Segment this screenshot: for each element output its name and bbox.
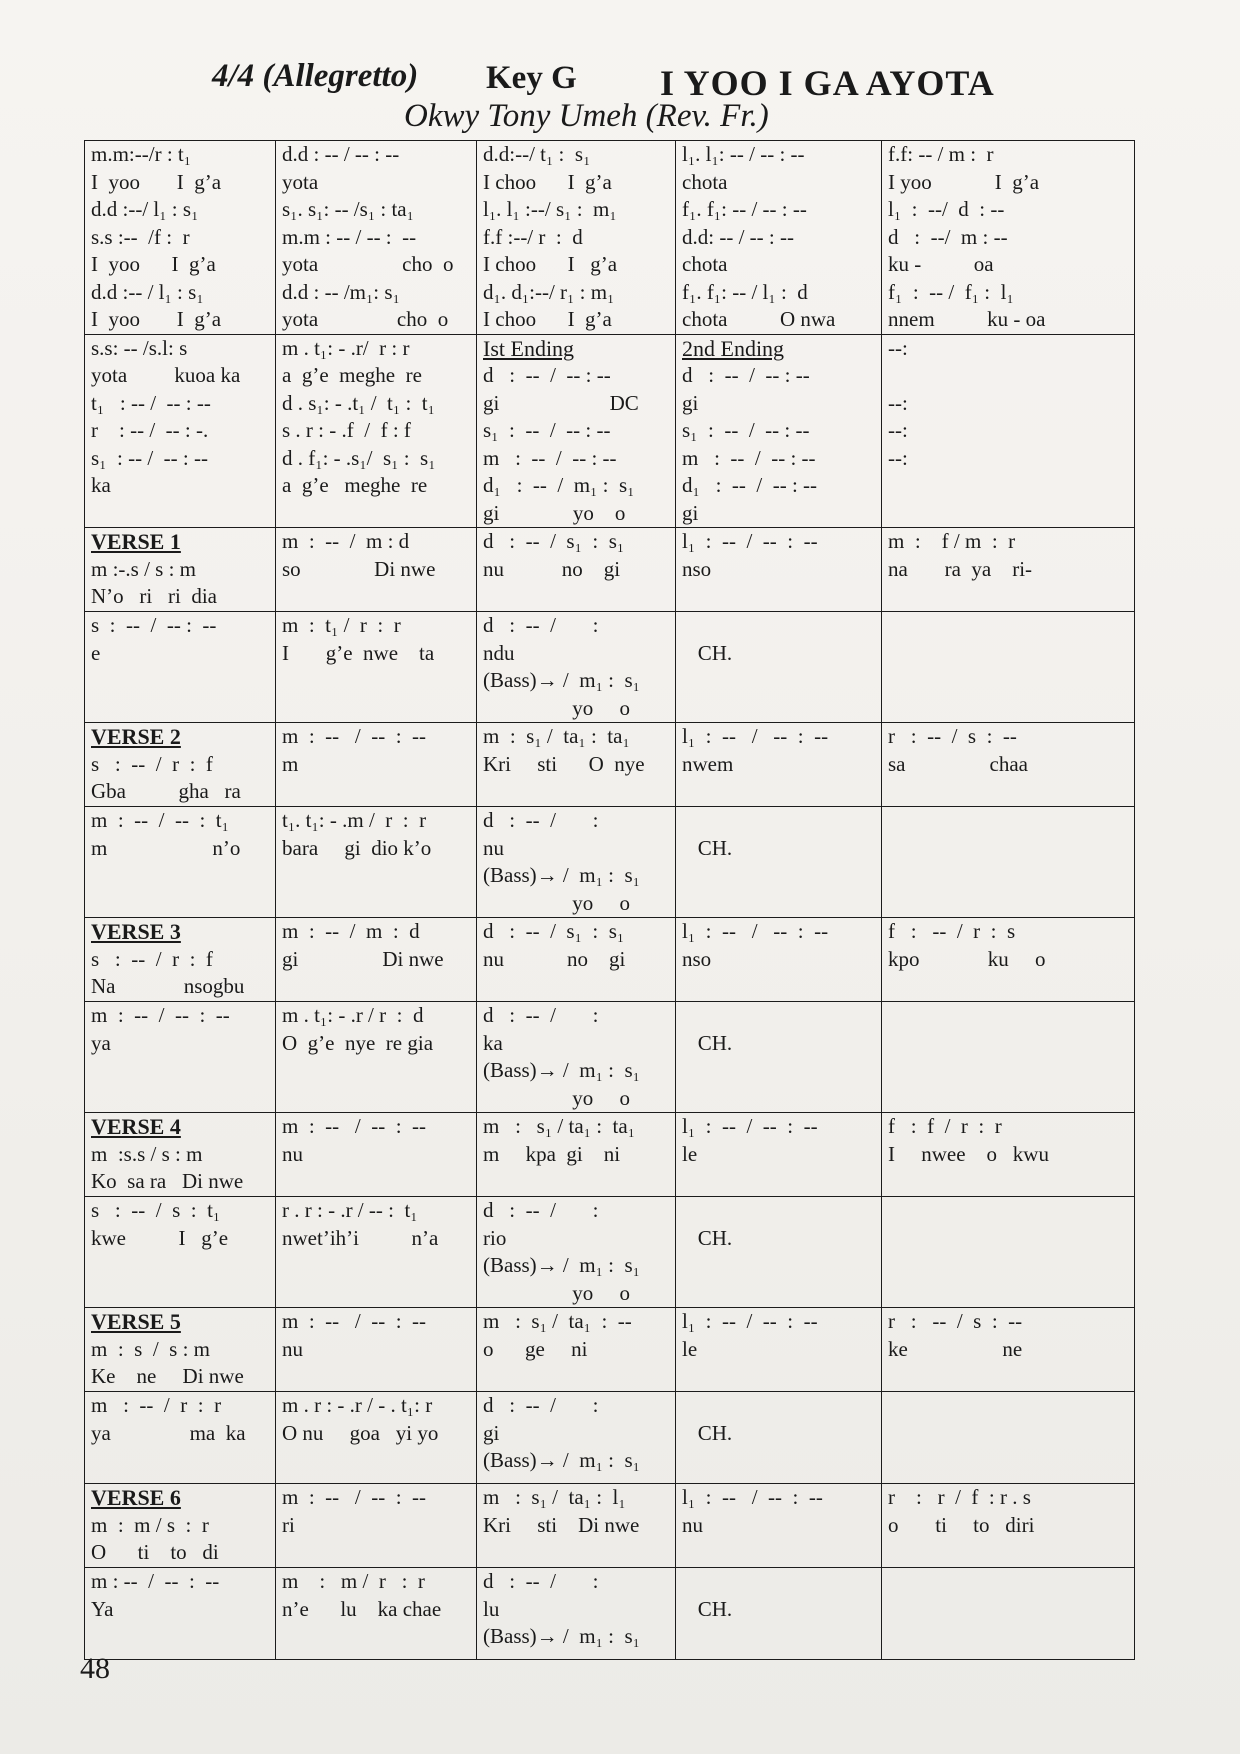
verse-cell — [276, 807, 477, 918]
verse-cell — [676, 918, 882, 1002]
solfa-line: m . t₁: - .r/ r : r — [282, 335, 410, 360]
solfa-line: m : -- / -- : -- — [682, 445, 816, 470]
solfa-line: l₁ : --/ d : -- — [888, 197, 1005, 221]
verse-cell — [85, 1197, 276, 1308]
solfa-line: m : -- / -- : -- — [91, 1569, 220, 1593]
verse-cell — [882, 1113, 1135, 1197]
solfa-line: yo o — [483, 1280, 630, 1305]
chorus-cell — [276, 141, 477, 335]
verse-cell — [85, 1568, 276, 1660]
first-ending-cell — [477, 334, 676, 528]
solfa-line: m.m:--/r : t₁ — [91, 142, 192, 166]
solfa-line: d.d : -- / -- : -- — [282, 142, 400, 166]
solfa-line: O nu goa yi yo — [282, 1420, 439, 1445]
solfa-line: O ti to di — [91, 1540, 219, 1564]
verse-cell — [676, 1484, 882, 1568]
solfa-line: l₁ : -- / -- : -- — [682, 724, 829, 748]
solfa-line: m : s₁ / ta₁ : -- — [483, 1309, 632, 1333]
solfa-line: yota — [282, 169, 319, 194]
ending-label: 2nd Ending — [682, 335, 785, 361]
solfa-line: s . r : - .f / f : f — [282, 418, 411, 442]
solfa-line: gi — [682, 500, 699, 525]
solfa-line: kwe I g’e — [91, 1225, 229, 1250]
verse-label: VERSE 3 — [91, 919, 181, 944]
solfa-line: --: — [888, 390, 908, 415]
solfa-line: I yoo I g’a — [91, 307, 222, 331]
verse-label: VERSE 6 — [91, 1485, 181, 1510]
solfa-line — [682, 1197, 875, 1225]
solfa-line: d : -- / : — [483, 1198, 599, 1222]
verse-cell — [276, 918, 477, 1002]
solfa-line: f : -- / r : s — [888, 919, 1016, 943]
solfa-line: m : s₁ / ta₁ : l₁ — [483, 1485, 626, 1509]
solfa-line: d : -- / : — [483, 1569, 599, 1593]
solfa-line — [888, 1568, 1128, 1596]
solfa-line: s : -- / -- : -- — [91, 613, 217, 637]
solfa-line: I yoo I g’a — [888, 169, 1040, 194]
solfa-line: f₁. f₁: -- / -- : -- — [682, 197, 807, 221]
solfa-line: (Bass)→ / m₁ : s₁ — [483, 1058, 640, 1082]
solfa-line: m : -- / m : d — [282, 919, 420, 943]
score-row — [85, 807, 1135, 918]
solfa-line: yota kuoa ka — [91, 363, 241, 387]
score-row — [85, 334, 1135, 528]
solfa-line: --: — [888, 418, 908, 442]
solfa-line: CH. — [682, 1225, 733, 1250]
solfa-line: Na nsogbu — [91, 974, 245, 998]
verse-cell — [85, 918, 276, 1002]
hymn-title: I YOO I GA AYOTA — [660, 63, 995, 103]
solfa-line: s.s :-- /f : r — [91, 224, 190, 249]
solfa-line: r : -- / s : -- — [888, 724, 1017, 748]
solfa-line: s : -- / r : f — [91, 751, 213, 776]
solfa-line: nu — [483, 835, 504, 860]
verse-cell — [276, 1308, 477, 1392]
solfa-line: gi DC — [483, 390, 639, 415]
score-row — [85, 1484, 1135, 1568]
solfa-line: d . f₁: - .s₁/ s₁ : s₁ — [282, 445, 436, 470]
chorus-cell — [882, 141, 1135, 335]
solfa-line: ya — [91, 1030, 111, 1055]
solfa-line: m : -- / r : r — [91, 1393, 222, 1417]
score-row — [85, 1002, 1135, 1113]
verse-cell — [85, 807, 276, 918]
solfa-line: Ya — [91, 1596, 114, 1621]
solfa-line: m : f / m : r — [888, 529, 1016, 553]
verse-cell — [276, 528, 477, 612]
verse-label: VERSE 4 — [91, 1114, 181, 1139]
verse-label: VERSE 2 — [91, 724, 181, 749]
verse-cell — [477, 528, 676, 612]
solfa-line: I yoo I g’a — [91, 252, 216, 276]
solfa-line: t₁ : -- / -- : -- — [91, 390, 211, 415]
solfa-line: f.f: -- / m : r — [888, 142, 994, 166]
solfa-line: gi yo o — [483, 500, 626, 525]
solfa-line: Ko sa ra Di nwe — [91, 1169, 244, 1193]
solfa-line: yo o — [483, 890, 630, 915]
solfa-line: nwet’ih’i n’a — [282, 1225, 439, 1250]
score-row — [85, 1308, 1135, 1392]
solfa-line: yo o — [483, 695, 630, 720]
verse-cell — [882, 807, 1135, 918]
solfa-line: nu no gi — [483, 556, 621, 581]
verse-cell — [676, 1568, 882, 1660]
solfa-line — [888, 612, 1128, 640]
verse-cell — [477, 1002, 676, 1113]
solfa-line — [888, 1392, 1128, 1420]
solfa-line: s : -- / r : f — [91, 946, 213, 971]
verse-label: VERSE 5 — [91, 1309, 181, 1334]
solfa-line: r : r / f : r . s — [888, 1485, 1031, 1509]
solfa-line — [888, 1002, 1128, 1030]
solfa-line: chota — [682, 252, 728, 276]
score-row — [85, 1113, 1135, 1197]
solfa-line: s.s: -- /s.l: s — [91, 335, 188, 360]
solfa-line: f₁. f₁: -- / l₁ : d — [682, 279, 808, 304]
verse-cell — [477, 1197, 676, 1308]
solfa-line: I nwee o kwu — [888, 1141, 1049, 1166]
score-row — [85, 1392, 1135, 1484]
solfa-line: (Bass)→ / m₁ : s₁ — [483, 1448, 640, 1472]
solfa-line: d : -- / s₁ : s₁ — [483, 529, 625, 553]
solfa-line: d : -- / : — [483, 613, 599, 637]
chorus-cell — [477, 141, 676, 335]
verse-cell — [477, 918, 676, 1002]
verse-cell — [477, 1392, 676, 1484]
chorus-cell — [85, 141, 276, 335]
score-row — [85, 1197, 1135, 1308]
solfa-line: s₁ : -- / -- : -- — [91, 445, 208, 470]
solfa-line: m n’o — [91, 835, 241, 860]
solfa-line: nu — [282, 1336, 303, 1361]
hymn-header — [0, 50, 1240, 145]
solfa-line: m :s.s / s : m — [91, 1141, 203, 1166]
solfa-line: d₁ : -- / -- : -- — [682, 473, 818, 497]
verse-cell — [676, 1113, 882, 1197]
solfa-line: bara gi dio k’o — [282, 835, 432, 860]
solfa-line: Ke ne Di nwe — [91, 1364, 244, 1388]
verse-cell — [276, 723, 477, 807]
solfa-line: nu — [282, 1141, 303, 1166]
verse-cell — [276, 1484, 477, 1568]
solfa-line: (Bass)→ / m₁ : s₁ — [483, 1624, 640, 1648]
solfa-line: na ra ya ri- — [888, 556, 1033, 581]
solfa-line: yota cho o — [282, 307, 449, 331]
solfa-line: rio — [483, 1225, 507, 1250]
solfa-line: ndu — [483, 640, 515, 665]
verse-cell — [85, 1484, 276, 1568]
solfa-line: lu — [483, 1596, 500, 1621]
solfa-line: nso — [682, 556, 712, 581]
solfa-line: l₁. l₁: -- / -- : -- — [682, 142, 805, 166]
verse-cell — [882, 1308, 1135, 1392]
verse-cell — [676, 1197, 882, 1308]
verse-cell — [477, 1568, 676, 1660]
solfa-line: (Bass)→ / m₁ : s₁ — [483, 863, 640, 887]
solfa-line: o ti to diri — [888, 1512, 1035, 1537]
solfa-line: o ge ni — [483, 1336, 588, 1361]
verse-cell — [276, 1113, 477, 1197]
second-ending-cell — [676, 334, 882, 528]
solfa-line: s : -- / s : t₁ — [91, 1198, 221, 1222]
solfa-line: m : -- / -- : -- — [282, 724, 427, 748]
verse-cell — [477, 807, 676, 918]
solfa-line — [682, 1002, 875, 1030]
solfa-line: d.d :-- / l₁ : s₁ — [91, 279, 204, 304]
solfa-line: m : -- / m : d — [282, 529, 410, 553]
solfa-line: m : s / s : m — [91, 1336, 211, 1361]
solfa-line: m : m / r : r — [282, 1569, 425, 1593]
solfa-line — [682, 612, 875, 640]
ending-label: Ist Ending — [483, 335, 575, 361]
verse-cell — [85, 723, 276, 807]
verse-cell — [85, 528, 276, 612]
solfa-line: m.m : -- / -- : -- — [282, 224, 417, 249]
solfa-line: d.d : -- /m₁: s₁ — [282, 279, 400, 304]
verse-cell — [676, 1308, 882, 1392]
solfa-line: l₁. l₁ :--/ s₁ : m₁ — [483, 197, 617, 221]
verse-cell — [477, 1308, 676, 1392]
solfa-line: ku - oa — [888, 252, 994, 276]
solfa-line: sa chaa — [888, 751, 1028, 776]
solfa-line: chota — [682, 169, 728, 194]
solfa-line: d : --/ m : -- — [888, 224, 1008, 249]
solfa-line: m : -- / -- : -- — [91, 1003, 230, 1027]
verse-cell — [676, 612, 882, 723]
solfa-line: d₁. d₁:--/ r₁ : m₁ — [483, 279, 615, 304]
solfa-line: CH. — [682, 1420, 733, 1445]
solfa-line: f.f :--/ r : d — [483, 224, 583, 249]
solfa-line: n’e lu ka chae — [282, 1596, 442, 1621]
verse-cell — [882, 918, 1135, 1002]
solfa-line: a g’e meghe re — [282, 363, 422, 387]
verse-cell — [85, 1113, 276, 1197]
verse-cell — [676, 1002, 882, 1113]
solfa-line: m . t₁: - .r / r : d — [282, 1003, 424, 1027]
verse-cell — [882, 1197, 1135, 1308]
solfa-line: I yoo I g’a — [91, 169, 222, 194]
solfa-line: d : -- / s₁ : s₁ — [483, 919, 625, 943]
solfa-line: m : s₁ / ta₁ : ta₁ — [483, 724, 630, 748]
solfa-line: ka — [91, 473, 111, 497]
solfa-line: d.d:--/ t₁ : s₁ — [483, 142, 591, 166]
ending-cell — [85, 334, 276, 528]
solfa-line: gi Di nwe — [282, 946, 444, 971]
solfa-line: m : m / s : r — [91, 1512, 209, 1537]
solfa-line: Kri sti O nye — [483, 751, 645, 776]
verse-cell — [882, 1568, 1135, 1660]
solfa-line: m : -- / -- : -- — [282, 1114, 427, 1138]
verse-cell — [882, 723, 1135, 807]
solfa-line: m : -- / -- : -- — [282, 1309, 427, 1333]
solfa-line: m : t₁ / r : r — [282, 613, 401, 637]
solfa-line — [888, 807, 1128, 835]
solfa-line: Kri sti Di nwe — [483, 1512, 640, 1537]
solfa-line: f : f / r : r — [888, 1114, 1002, 1138]
solfa-line: d : -- / : — [483, 1003, 599, 1027]
verse-cell — [276, 1392, 477, 1484]
solfa-line: f₁ : -- / f₁ : l₁ — [888, 279, 1014, 304]
score-row — [85, 723, 1135, 807]
key-signature: Key G — [486, 60, 577, 96]
solfa-line: l₁ : -- / -- : -- — [682, 1485, 823, 1509]
score-row — [85, 1568, 1135, 1660]
verse-label: VERSE 1 — [91, 529, 181, 554]
solfa-line: l₁ : -- / -- : -- — [682, 529, 818, 553]
solfa-line: ke ne — [888, 1336, 1023, 1361]
verse-cell — [882, 612, 1135, 723]
verse-cell — [477, 723, 676, 807]
tonic-solfa-score-table — [84, 140, 1135, 1660]
time-signature-tempo: 4/4 (Allegretto) — [212, 58, 419, 94]
solfa-line: d : -- / : — [483, 808, 599, 832]
chorus-cell — [676, 141, 882, 335]
solfa-line: m :-.s / s : m — [91, 556, 197, 581]
solfa-line: CH. — [682, 1596, 733, 1621]
verse-cell — [882, 1392, 1135, 1484]
solfa-line: l₁ : -- / -- : -- — [682, 1309, 818, 1333]
verse-cell — [85, 1002, 276, 1113]
solfa-line: m : -- / -- : t₁ — [91, 808, 229, 832]
solfa-line: m : s₁ / ta₁ : ta₁ — [483, 1114, 636, 1138]
solfa-line: s₁ : -- / -- : -- — [483, 418, 611, 442]
verse-cell — [882, 528, 1135, 612]
solfa-line — [682, 1392, 875, 1420]
solfa-line: yota cho o — [282, 252, 454, 276]
verse-cell — [276, 1002, 477, 1113]
verse-cell — [676, 723, 882, 807]
solfa-line: r : -- / s : -- — [888, 1309, 1023, 1333]
solfa-line: nwem — [682, 751, 734, 776]
solfa-line: a g’e meghe re — [282, 473, 428, 497]
score-row — [85, 918, 1135, 1002]
solfa-line: d.d: -- / -- : -- — [682, 224, 794, 249]
solfa-line: I g’e nwe ta — [282, 640, 435, 665]
verse-cell — [276, 1197, 477, 1308]
solfa-line — [888, 362, 1128, 390]
solfa-line: d : -- / -- : -- — [682, 363, 810, 387]
solfa-line: ri — [282, 1512, 295, 1537]
score-row — [85, 141, 1135, 335]
solfa-line: s₁. s₁: -- /s₁ : ta₁ — [282, 197, 414, 221]
solfa-line: m : -- / -- : -- — [282, 1485, 427, 1509]
solfa-line: CH. — [682, 1030, 733, 1055]
verse-cell — [676, 528, 882, 612]
score-row — [85, 528, 1135, 612]
solfa-line: CH. — [682, 835, 733, 860]
solfa-line: m . r : - .r / - . t₁: r — [282, 1393, 433, 1417]
solfa-line: r . r : - .r / -- : t₁ — [282, 1198, 418, 1222]
page-number: 48 — [80, 1652, 110, 1685]
solfa-line: O g’e nye re gia — [282, 1030, 434, 1055]
solfa-line: d : -- / : — [483, 1393, 599, 1417]
verse-cell — [882, 1002, 1135, 1113]
verse-cell — [676, 1392, 882, 1484]
solfa-line: ka — [483, 1030, 503, 1055]
verse-cell — [477, 1113, 676, 1197]
solfa-line: nu no gi — [483, 946, 626, 971]
solfa-line: I choo I g’a — [483, 252, 618, 276]
composer-credit: Okwy Tony Umeh (Rev. Fr.) — [404, 98, 769, 134]
solfa-line: le — [682, 1141, 698, 1166]
solfa-line: l₁ : -- / -- : -- — [682, 919, 829, 943]
solfa-line: d₁ : -- / m₁ : s₁ — [483, 473, 635, 497]
solfa-line — [888, 1197, 1128, 1225]
solfa-line: l₁ : -- / -- : -- — [682, 1114, 818, 1138]
verse-cell — [276, 612, 477, 723]
solfa-line: ya ma ka — [91, 1420, 246, 1445]
solfa-line: m : -- / -- : -- — [483, 445, 617, 470]
solfa-line: I choo I g’a — [483, 169, 612, 194]
solfa-line: nnem ku - oa — [888, 307, 1046, 331]
solfa-line: I choo I g’a — [483, 307, 612, 331]
solfa-line: (Bass)→ / m₁ : s₁ — [483, 1253, 640, 1277]
solfa-line — [682, 807, 875, 835]
solfa-line: CH. — [682, 640, 733, 665]
solfa-line: d.d :--/ l₁ : s₁ — [91, 197, 199, 221]
verse-cell — [85, 1392, 276, 1484]
ending-cell — [276, 334, 477, 528]
solfa-line: chota O nwa — [682, 307, 836, 331]
solfa-line: r : -- / -- : -. — [91, 418, 209, 442]
solfa-line: t₁. t₁: - .m / r : r — [282, 808, 427, 832]
solfa-line: N’o ri ri dia — [91, 584, 217, 608]
verse-cell — [882, 1484, 1135, 1568]
solfa-line: m kpa gi ni — [483, 1141, 621, 1166]
verse-cell — [477, 612, 676, 723]
verse-cell — [477, 1484, 676, 1568]
verse-cell — [676, 807, 882, 918]
verse-cell — [276, 1568, 477, 1660]
ending-cell — [882, 334, 1135, 528]
solfa-line: Gba gha ra — [91, 779, 241, 803]
solfa-line: --: — [888, 445, 908, 470]
solfa-line: gi — [682, 390, 699, 415]
solfa-line: le — [682, 1336, 698, 1361]
solfa-line: nso — [682, 946, 712, 971]
verse-cell — [85, 1308, 276, 1392]
score-row — [85, 612, 1135, 723]
solfa-line: kpo ku o — [888, 946, 1046, 971]
solfa-line: --: — [888, 335, 908, 360]
solfa-line: m — [282, 751, 299, 776]
solfa-line: s₁ : -- / -- : -- — [682, 418, 810, 442]
solfa-line: d : -- / -- : -- — [483, 363, 611, 387]
solfa-line: (Bass)→ / m₁ : s₁ — [483, 668, 640, 692]
solfa-line: d . s₁: - .t₁ / t₁ : t₁ — [282, 390, 435, 415]
verse-cell — [85, 612, 276, 723]
solfa-line: gi — [483, 1420, 500, 1445]
solfa-line: e — [91, 640, 101, 665]
solfa-line — [682, 1568, 875, 1596]
solfa-line: so Di nwe — [282, 556, 436, 581]
solfa-line: yo o — [483, 1085, 630, 1110]
solfa-line: nu — [682, 1512, 703, 1537]
